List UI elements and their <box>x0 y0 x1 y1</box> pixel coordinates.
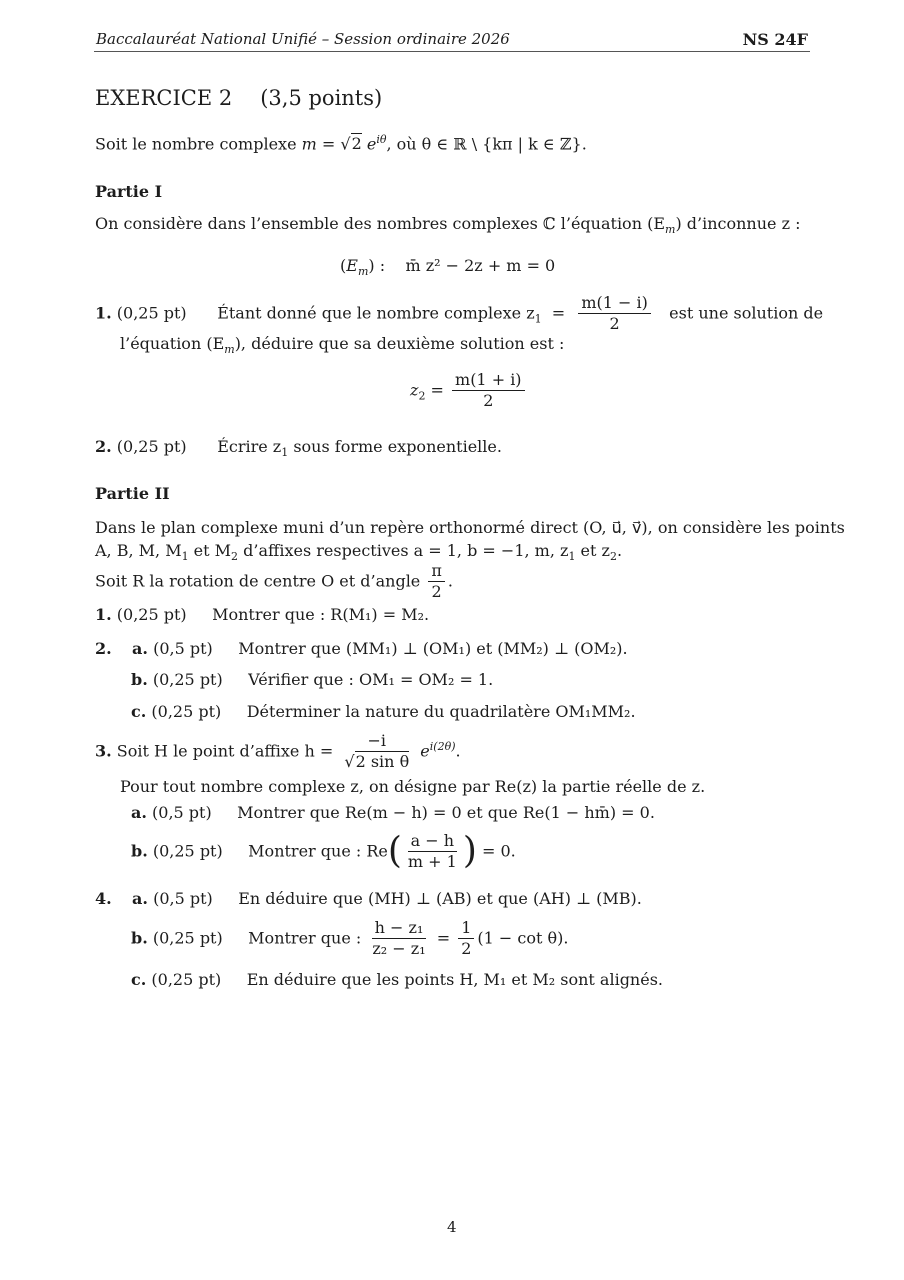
partie-2-question-3: 3. Soit H le point d’affixe h = $\frac{-i}{\text{√2 sin θ}}$ $e^{i(2\theta)}$. <box>95 731 461 772</box>
equation-body: m̄ z² − 2z + m = 0 <box>405 256 556 275</box>
partie-1-statement: On considère dans l’ensemble des nombres complexes ℂ l’équation $(E_m)$ d’inconnue z : <box>95 214 801 237</box>
equation-em: $(E_m)$ : m̄ z² − 2z + m = 0 <box>340 256 556 279</box>
page-number: 4 <box>447 1218 457 1236</box>
partie-2-question-2a: 2. a. (0,5 pt) Montrer que (MM₁) ⊥ (OM₁) et (MM₂) ⊥ (OM₂). <box>95 639 628 658</box>
exercise-label: EXERCICE 2 <box>95 86 233 110</box>
partie-2-question-4b: b. (0,25 pt) Montrer que : $\frac{\text{h − z₁}}{\text{z₂ − z₁}}$ = $\frac{1}{2}$ (1 − cot θ). <box>131 918 569 959</box>
question-text: Étant donné que le nombre complexe z <box>217 303 535 323</box>
partie-1-heading: Partie I <box>95 182 163 201</box>
partie-1-question-2: 2. (0,25 pt) Écrire $z_1$ sous forme exponentielle. <box>95 437 502 460</box>
partie-2-question-3a: a. (0,5 pt) Montrer que Re(m − h) = 0 et que Re(1 − hm̄) = 0. <box>131 803 655 822</box>
partie-2-question-4c: c. (0,25 pt) En déduire que les points H, M₁ et M₂ sont alignés. <box>131 970 663 989</box>
z1-fraction: $\frac{m(1 - i)}{2}$ <box>578 294 651 334</box>
question-text-end: est une solution de <box>669 303 824 323</box>
partie-2-question-4a: 4. a. (0,5 pt) En déduire que (MH) ⊥ (AB) et que (AH) ⊥ (MB). <box>95 889 642 908</box>
partie-2-question-3b: b. (0,25 pt) Montrer que : Re( $\frac{a - h}{m + 1}$ ) = 0. <box>131 830 516 872</box>
intro-statement: Soit le nombre complexe m = √2 $e^{i\theta}$, où θ ∈ ℝ \ {kπ | k ∈ ℤ}. <box>95 133 587 154</box>
angle-fraction: $\frac{\pi}{2}$ <box>428 562 445 602</box>
question-number: 1. <box>95 303 112 323</box>
z2-formula: $z_2$ = $\frac{m(1 + i)}{2}$ <box>410 371 528 411</box>
partie-1-question-1-line2: l’équation $(E_m)$, déduire que sa deuxième solution est : <box>120 334 565 357</box>
question-points: (0,25 pt) <box>116 303 187 323</box>
partie-2-question-2c: c. (0,25 pt) Déterminer la nature du quadrilatère OM₁MM₂. <box>131 702 636 721</box>
partie-2-question-1: 1. (0,25 pt) Montrer que : R(M₁) = M₂. <box>95 605 430 624</box>
partie-2-heading: Partie II <box>95 484 170 503</box>
exam-header-title: Baccalauréat National Unifié – Session ordinaire 2026 <box>96 30 510 48</box>
statement-text: On considère dans l’ensemble des nombres complexes ℂ l’équation (E <box>95 214 665 233</box>
partie-2-statement-line1: Dans le plan complexe muni d’un repère orthonormé direct (O, u⃗, v⃗), on considère les points <box>95 518 845 537</box>
exercise-points: (3,5 points) <box>260 86 383 110</box>
partie-1-question-1: 1. (0,25 pt) Étant donné que le nombre complexe $z_1$ = $\frac{m(1 - i)}{2}$ est une solution de <box>95 293 824 334</box>
partie-2-question-2b: b. (0,25 pt) Vérifier que : OM₁ = OM₂ = 1. <box>131 670 494 689</box>
partie-2-statement-line2: A, B, M, $M_1$ et $M_2$ d’affixes respectives a = 1, b = −1, m, $z_1$ et $z_2$. <box>95 541 623 564</box>
rotation-definition: Soit R la rotation de centre O et d’angle $\frac{\pi}{2}$ . <box>95 561 453 602</box>
z2-fraction: $\frac{m(1 + i)}{2}$ <box>452 371 525 411</box>
h-fraction: $\frac{-i}{\text{√2 sin θ}}$ <box>344 731 410 772</box>
partie-2-question-3-line2: Pour tout nombre complexe z, on désigne par Re(z) la partie réelle de z. <box>120 777 706 796</box>
ratio-fraction: $\frac{\text{h − z₁}}{\text{z₂ − z₁}}$ <box>372 918 426 959</box>
header-divider <box>94 51 810 52</box>
exercise-title <box>95 86 382 110</box>
statement-tail: ) d’inconnue z : <box>675 214 801 233</box>
intro-prefix: Soit le nombre complexe <box>95 134 302 154</box>
half-fraction: $\frac{1}{2}$ <box>458 919 474 959</box>
re-fraction: $\frac{a - h}{m + 1}$ <box>407 831 457 872</box>
exam-code: NS 24F <box>742 30 808 49</box>
intro-suffix: , où θ ∈ ℝ \ {kπ | k ∈ ℤ}. <box>386 134 587 154</box>
